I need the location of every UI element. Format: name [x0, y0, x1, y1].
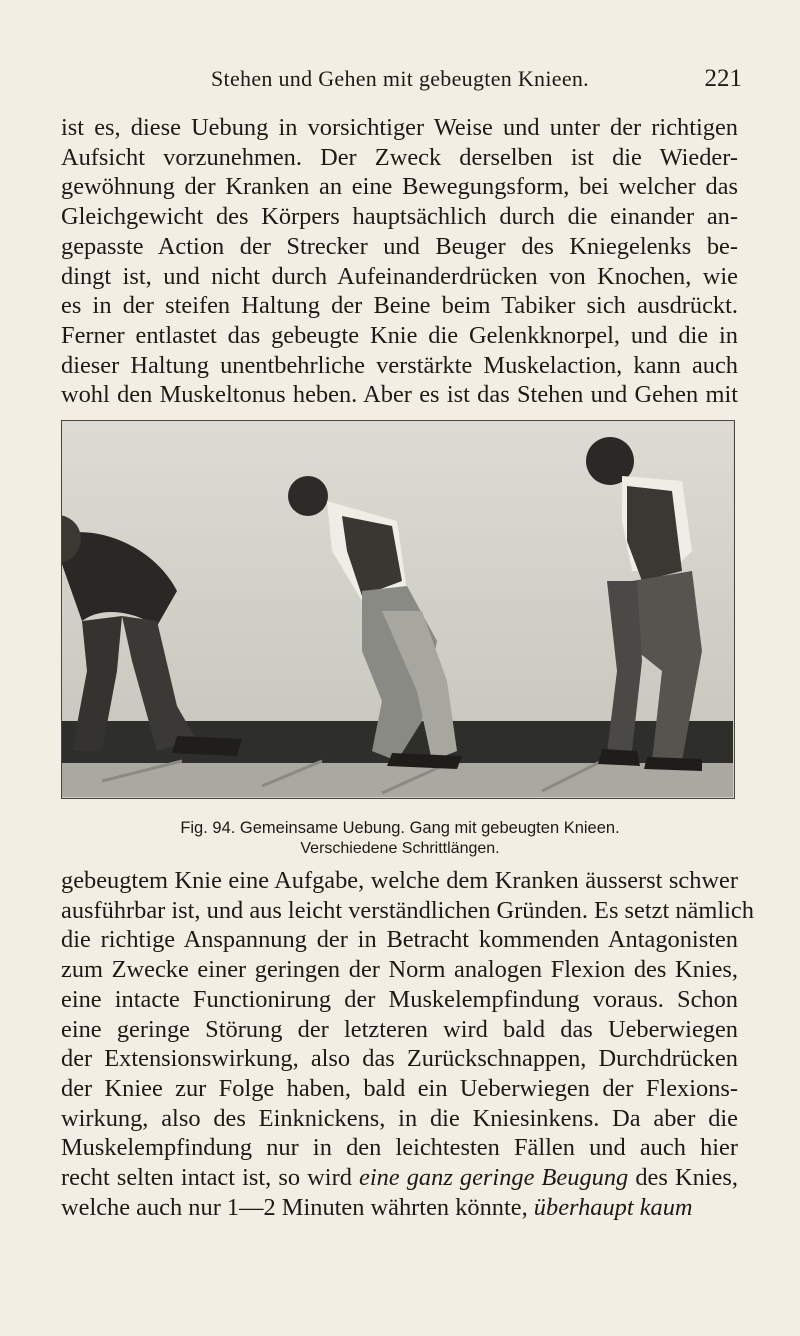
text-line: gewöhnung der Kranken an eine Bewegungsform, bei welcher das	[61, 173, 738, 201]
emphasis-text: eine ganz geringe Beugung	[359, 1164, 629, 1192]
text-line: wirkung, also des Einknickens, in die Kniesinkens. Da aber die	[61, 1104, 738, 1132]
text-line: Aufsicht vorzunehmen. Der Zweck derselben ist die Wieder-	[61, 143, 738, 171]
text-line: ausführbar ist, und aus leicht verständlichen Gründen. Es setzt nämlich	[61, 896, 754, 924]
text-line: gebeugtem Knie eine Aufgabe, welche dem Kranken äusserst schwer	[61, 867, 738, 894]
text-line: die richtige Anspannung der in Betracht kommenden Antagonisten	[61, 926, 738, 954]
text-line: ist es, diese Uebung in vorsichtiger Weise und unter der richtigen	[61, 114, 738, 141]
text-line: Muskelempfindung nur in den leichtesten Fällen und auch hier	[61, 1134, 738, 1162]
text-line: es in der steifen Haltung der Beine beim Tabiker sich ausdrückt.	[61, 292, 738, 320]
text-line: dieser Haltung unentbehrliche verstärkte Muskelaction, kann auch	[61, 351, 738, 379]
running-header	[0, 66, 800, 102]
text-fragment: des Knies,	[635, 1164, 738, 1192]
text-line: der Kniee zur Folge haben, bald ein Ueberwiegen der Flexions-	[61, 1074, 738, 1102]
running-title: Stehen und Gehen mit gebeugten Knieen.	[211, 66, 589, 91]
text-fragment: recht selten intact ist, so wird	[61, 1164, 352, 1192]
text-line: wohl den Muskeltonus heben. Aber es ist das Stehen und Gehen mit	[61, 381, 738, 409]
text-line: dingt ist, und nicht durch Aufeinanderdrücken von Knochen, wie	[61, 262, 738, 290]
photo-illustration	[62, 421, 733, 797]
figure-caption-subtitle: Verschiedene Schrittlängen.	[300, 840, 500, 857]
text-line	[61, 1193, 738, 1223]
text-line: Gleichgewicht des Körpers hauptsächlich durch die einander an-	[61, 203, 738, 231]
text-line: zum Zwecke einer geringen der Norm analogen Flexion des Knies,	[61, 956, 738, 984]
text-line: der Extensionswirkung, also das Zurückschnappen, Durchdrücken	[61, 1045, 738, 1073]
figure-caption: Fig. 94. Gemeinsame Uebung. Gang mit gebeugten Knieen.	[180, 819, 620, 837]
emphasis-text: überhaupt kaum	[533, 1193, 693, 1221]
text-line	[61, 1163, 738, 1193]
text-line: Ferner entlastet das gebeugte Knie die Gelenkknorpel, und die in	[61, 321, 738, 349]
text-line: eine intacte Functionirung der Muskelempfindung voraus. Schon	[61, 985, 738, 1013]
text-line: eine geringe Störung der letzteren wird bald das Ueberwiegen	[61, 1015, 738, 1043]
paragraph-top	[61, 113, 738, 410]
text-fragment: welche auch nur 1—2 Minuten währten könnte,	[61, 1193, 528, 1221]
paragraph-bottom	[61, 866, 754, 1222]
page-number: 221	[704, 65, 742, 92]
figure-photograph	[61, 420, 735, 799]
text-line: gepasste Action der Strecker und Beuger des Kniegelenks be-	[61, 232, 738, 260]
